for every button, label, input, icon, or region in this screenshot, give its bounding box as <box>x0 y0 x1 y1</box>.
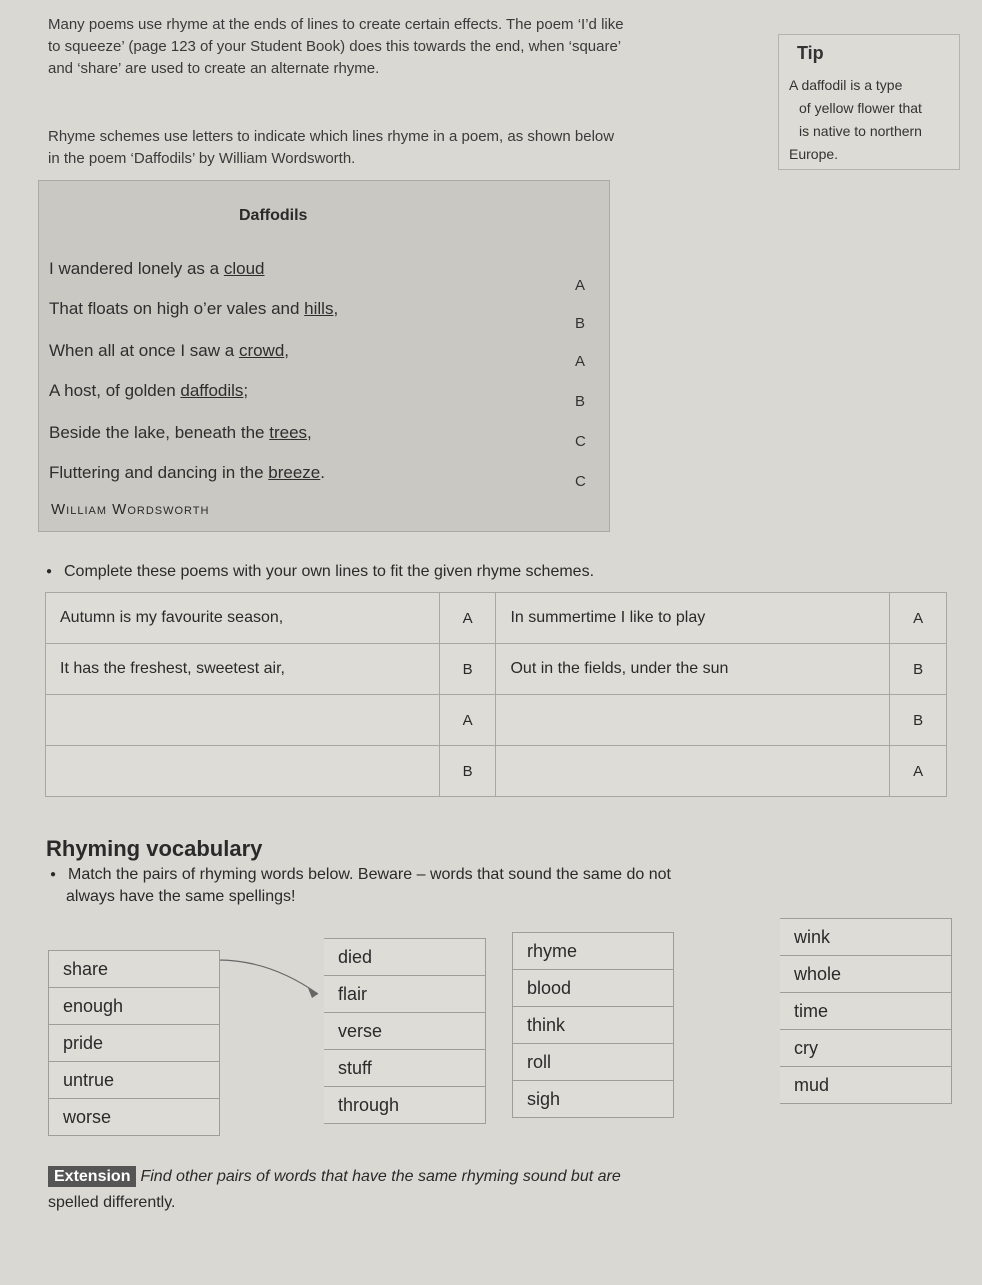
poem-line-cell: It has the freshest, sweetest air, <box>46 644 440 695</box>
word-cell[interactable]: stuff <box>324 1050 486 1087</box>
word-cell[interactable]: rhyme <box>513 933 674 970</box>
word-cell[interactable]: wink <box>780 919 952 956</box>
poem-line-cell: Autumn is my favourite season, <box>46 593 440 644</box>
rhyme-scheme-letter: C <box>575 473 586 490</box>
word-cell[interactable]: cry <box>780 1030 952 1067</box>
task-instruction: ● Complete these poems with your own lines to fit the given rhyme schemes. <box>64 563 594 581</box>
rhyme-word: daffodils <box>180 381 244 400</box>
intro-line: and ‘share’ are used to create an alternate rhyme. <box>48 60 380 77</box>
word-cell[interactable]: through <box>324 1087 486 1124</box>
poem-line: Beside the lake, beneath the trees, <box>49 423 312 442</box>
rhyme-scheme-letter: C <box>575 433 586 450</box>
tip-line: A daffodil is a type <box>789 77 903 93</box>
word-cell[interactable]: share <box>49 951 220 988</box>
extension-text: spelled differently. <box>48 1194 176 1211</box>
poem-line: When all at once I saw a crowd, <box>49 341 290 360</box>
extension-badge: Extension <box>48 1166 136 1187</box>
scheme-letter-cell: B <box>890 644 947 695</box>
word-column-1 <box>48 950 220 1136</box>
intro-line: in the poem ‘Daffodils’ by William Wordsworth. <box>48 150 356 167</box>
tip-title: Tip <box>797 43 824 63</box>
rhyme-scheme-letter: B <box>575 393 586 410</box>
rhyme-scheme-letter: A <box>575 277 586 294</box>
poem-line: That floats on high o’er vales and hills, <box>49 299 339 318</box>
intro-line: Many poems use rhyme at the ends of lines to create certain effects. The poem ‘I’d like <box>48 16 624 33</box>
word-cell[interactable]: verse <box>324 1013 486 1050</box>
extension-text: Find other pairs of words that have the same rhyming sound but are <box>140 1168 621 1185</box>
word-cell[interactable]: think <box>513 1007 674 1044</box>
scheme-letter-cell: B <box>890 695 947 746</box>
word-column-2 <box>324 938 486 1124</box>
word-cell[interactable]: untrue <box>49 1062 220 1099</box>
word-cell[interactable]: pride <box>49 1025 220 1062</box>
poem-line: A host, of golden daffodils; <box>49 381 249 400</box>
rhyme-word: breeze <box>268 463 321 482</box>
rhyme-word: cloud <box>223 259 265 278</box>
scheme-letter-cell: A <box>439 593 496 644</box>
scheme-letter-cell: B <box>439 644 496 695</box>
word-cell[interactable]: time <box>780 993 952 1030</box>
scheme-letter-cell: A <box>890 593 947 644</box>
poem-line: Fluttering and dancing in the breeze. <box>49 463 325 482</box>
intro-line: Rhyme schemes use letters to indicate which lines rhyme in a poem, as shown below <box>48 128 615 145</box>
intro-line: to squeeze’ (page 123 of your Student Book) does this towards the end, when ‘square’ <box>48 38 622 55</box>
word-cell[interactable]: roll <box>513 1044 674 1081</box>
poem-line-cell: In summertime I like to play <box>496 593 890 644</box>
word-cell[interactable]: worse <box>49 1099 220 1136</box>
word-cell[interactable]: flair <box>324 976 486 1013</box>
rhyme-scheme-letter: B <box>575 315 586 332</box>
poem-author: William Wordsworth <box>51 501 210 518</box>
word-column-3 <box>512 932 674 1118</box>
section-heading: Rhyming vocabulary <box>46 836 263 861</box>
extension-task <box>48 1168 621 1212</box>
tip-line: is native to northern <box>799 123 922 139</box>
instruction-line: always have the same spellings! <box>66 888 296 905</box>
word-cell[interactable]: whole <box>780 956 952 993</box>
poem-line-cell: Out in the fields, under the sun <box>496 644 890 695</box>
word-cell[interactable]: died <box>324 939 486 976</box>
scheme-letter-cell: B <box>439 746 496 797</box>
rhyme-word: trees <box>269 423 308 442</box>
rhyme-word: hills <box>304 299 334 318</box>
instruction-line: ● Match the pairs of rhyming words below. Beware – words that sound the same do not <box>68 866 671 883</box>
rhyme-scheme-letter: A <box>575 353 586 370</box>
word-column-4 <box>780 918 952 1104</box>
scheme-letter-cell: A <box>439 695 496 746</box>
word-cell[interactable]: sigh <box>513 1081 674 1118</box>
word-cell[interactable]: blood <box>513 970 674 1007</box>
tip-line: Europe. <box>789 146 839 162</box>
word-cell[interactable]: mud <box>780 1067 952 1104</box>
scheme-letter-cell: A <box>890 746 947 797</box>
rhyme-word: crowd <box>238 341 285 360</box>
poem-title: Daffodils <box>239 207 308 224</box>
tip-line: of yellow flower that <box>799 100 922 116</box>
poem-line: I wandered lonely as a cloud <box>49 259 265 278</box>
word-cell[interactable]: enough <box>49 988 220 1025</box>
